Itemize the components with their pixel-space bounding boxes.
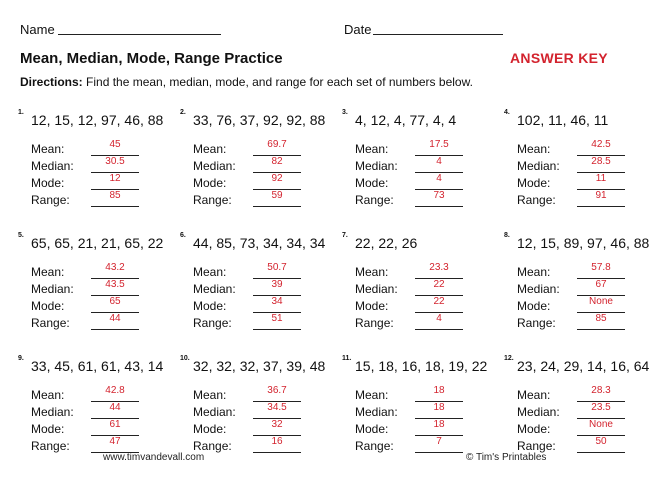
directions-text: Find the mean, median, mode, and range for each set of numbers below. xyxy=(82,75,473,89)
range-row xyxy=(517,190,656,206)
mean-row xyxy=(355,385,505,401)
median-answer: 34.5 xyxy=(267,402,287,413)
mean-label: Mean: xyxy=(517,265,551,279)
median-row xyxy=(517,156,656,172)
range-row xyxy=(193,313,343,329)
median-answer: 22 xyxy=(433,279,445,290)
range-answer: 50 xyxy=(595,436,607,447)
median-answer: 67 xyxy=(595,279,607,290)
mode-answer: 18 xyxy=(433,419,445,430)
mean-row xyxy=(193,139,343,155)
range-row xyxy=(193,436,343,452)
mode-row xyxy=(517,419,656,435)
number-set: 33, 45, 61, 61, 43, 14 xyxy=(31,358,164,374)
range-label: Range: xyxy=(355,193,394,207)
problem-number: 12. xyxy=(504,355,514,362)
range-row xyxy=(517,436,656,452)
median-answer: 44 xyxy=(109,402,121,413)
problem-5 xyxy=(18,232,178,345)
page-title: Mean, Median, Mode, Range Practice xyxy=(20,50,283,67)
median-answer: 18 xyxy=(433,402,445,413)
range-answer-line[interactable] xyxy=(253,452,301,453)
mode-answer: 22 xyxy=(433,296,445,307)
range-answer-line[interactable] xyxy=(415,329,463,330)
range-answer: 44 xyxy=(109,313,121,324)
mean-row xyxy=(355,139,505,155)
mode-row xyxy=(355,296,505,312)
number-set: 12, 15, 89, 97, 46, 88 xyxy=(517,235,650,251)
mean-answer: 69.7 xyxy=(267,139,287,150)
median-label: Median: xyxy=(193,282,236,296)
mean-label: Mean: xyxy=(355,265,389,279)
mode-row xyxy=(31,173,181,189)
range-answer-line[interactable] xyxy=(253,329,301,330)
problem-8 xyxy=(504,232,656,345)
problem-number: 11. xyxy=(342,355,352,362)
median-answer: 82 xyxy=(271,156,283,167)
number-set: 33, 76, 37, 92, 92, 88 xyxy=(193,112,326,128)
median-label: Median: xyxy=(517,282,560,296)
median-row xyxy=(31,156,181,172)
median-row xyxy=(31,402,181,418)
range-label: Range: xyxy=(31,316,70,330)
mean-label: Mean: xyxy=(193,265,227,279)
mean-answer: 36.7 xyxy=(267,385,287,396)
problem-number: 1. xyxy=(18,109,24,116)
median-label: Median: xyxy=(193,405,236,419)
footer-website: www.timvandevall.com xyxy=(103,452,205,463)
mode-row xyxy=(193,296,343,312)
range-answer-line[interactable] xyxy=(91,206,139,207)
median-row xyxy=(31,279,181,295)
range-row xyxy=(193,190,343,206)
number-set: 23, 24, 29, 14, 16, 64 xyxy=(517,358,650,374)
mean-answer: 17.5 xyxy=(429,139,449,150)
mode-row xyxy=(355,173,505,189)
median-label: Median: xyxy=(517,159,560,173)
mean-answer: 42.5 xyxy=(591,139,611,150)
problem-number: 4. xyxy=(504,109,510,116)
mean-label: Mean: xyxy=(517,142,551,156)
range-label: Range: xyxy=(193,439,232,453)
range-answer: 91 xyxy=(595,190,607,201)
median-answer: 23.5 xyxy=(591,402,611,413)
footer-copyright: © Tim's Printables xyxy=(466,452,547,463)
mode-label: Mode: xyxy=(31,422,65,436)
median-answer: 39 xyxy=(271,279,283,290)
mode-row xyxy=(193,173,343,189)
date-label: Date xyxy=(344,22,372,37)
number-set: 15, 18, 16, 18, 19, 22 xyxy=(355,358,488,374)
problem-2 xyxy=(180,109,340,222)
range-label: Range: xyxy=(193,316,232,330)
range-answer: 51 xyxy=(271,313,283,324)
median-row xyxy=(355,156,505,172)
number-set: 4, 12, 4, 77, 4, 4 xyxy=(355,112,457,128)
range-row xyxy=(31,190,181,206)
number-set: 22, 22, 26 xyxy=(355,235,418,251)
problem-4 xyxy=(504,109,656,222)
range-label: Range: xyxy=(517,316,556,330)
number-set: 12, 15, 12, 97, 46, 88 xyxy=(31,112,164,128)
mode-answer: 32 xyxy=(271,419,283,430)
name-blank-line[interactable] xyxy=(58,34,221,35)
range-answer: 85 xyxy=(595,313,607,324)
mean-label: Mean: xyxy=(355,388,389,402)
problem-number: 2. xyxy=(180,109,186,116)
mean-label: Mean: xyxy=(193,142,227,156)
mean-label: Mean: xyxy=(31,265,65,279)
problem-number: 9. xyxy=(18,355,24,362)
mean-row xyxy=(517,139,656,155)
range-answer: 59 xyxy=(271,190,283,201)
range-answer-line[interactable] xyxy=(91,329,139,330)
mean-answer: 45 xyxy=(109,139,121,150)
number-set: 44, 85, 73, 34, 34, 34 xyxy=(193,235,326,251)
mode-label: Mode: xyxy=(193,422,227,436)
number-set: 102, 11, 46, 11 xyxy=(517,112,609,128)
problem-number: 7. xyxy=(342,232,348,239)
problem-number: 6. xyxy=(180,232,186,239)
mode-row xyxy=(193,419,343,435)
mode-answer: 61 xyxy=(109,419,121,430)
mode-label: Mode: xyxy=(517,422,551,436)
mean-row xyxy=(193,385,343,401)
mean-row xyxy=(517,262,656,278)
problem-number: 8. xyxy=(504,232,510,239)
range-answer-line[interactable] xyxy=(253,206,301,207)
mode-row xyxy=(31,296,181,312)
mode-label: Mode: xyxy=(31,299,65,313)
median-label: Median: xyxy=(31,282,74,296)
problem-7 xyxy=(342,232,502,345)
range-answer-line[interactable] xyxy=(415,206,463,207)
mode-answer: 65 xyxy=(109,296,121,307)
range-answer-line[interactable] xyxy=(577,452,625,453)
range-answer: 16 xyxy=(271,436,283,447)
mean-row xyxy=(31,139,181,155)
range-answer-line[interactable] xyxy=(577,329,625,330)
range-row xyxy=(31,313,181,329)
mode-answer: 34 xyxy=(271,296,283,307)
median-row xyxy=(193,402,343,418)
problem-3 xyxy=(342,109,502,222)
mode-answer: 92 xyxy=(271,173,283,184)
median-answer: 30.5 xyxy=(105,156,125,167)
median-row xyxy=(517,279,656,295)
range-answer: 4 xyxy=(436,313,442,324)
range-answer: 7 xyxy=(436,436,442,447)
mean-answer: 28.3 xyxy=(591,385,611,396)
directions-bold: Directions: xyxy=(20,75,83,89)
mean-answer: 23.3 xyxy=(429,262,449,273)
range-answer: 85 xyxy=(109,190,121,201)
mode-row xyxy=(355,419,505,435)
median-row xyxy=(517,402,656,418)
mode-answer: 11 xyxy=(595,173,607,184)
mode-answer: None xyxy=(589,419,613,430)
mean-row xyxy=(355,262,505,278)
median-label: Median: xyxy=(355,405,398,419)
mode-label: Mode: xyxy=(193,176,227,190)
mean-row xyxy=(517,385,656,401)
median-row xyxy=(355,279,505,295)
problem-number: 3. xyxy=(342,109,348,116)
range-row xyxy=(355,190,505,206)
mean-answer: 57.8 xyxy=(591,262,611,273)
median-answer: 4 xyxy=(436,156,442,167)
mean-row xyxy=(193,262,343,278)
mean-answer: 43.2 xyxy=(105,262,125,273)
range-label: Range: xyxy=(31,193,70,207)
name-label: Name xyxy=(20,22,55,37)
range-label: Range: xyxy=(517,193,556,207)
median-label: Median: xyxy=(517,405,560,419)
mean-label: Mean: xyxy=(517,388,551,402)
mean-answer: 42.8 xyxy=(105,385,125,396)
median-row xyxy=(193,156,343,172)
median-label: Median: xyxy=(355,282,398,296)
range-answer: 73 xyxy=(433,190,445,201)
mean-row xyxy=(31,385,181,401)
mean-row xyxy=(31,262,181,278)
mode-answer: 12 xyxy=(109,173,121,184)
mean-answer: 50.7 xyxy=(267,262,287,273)
number-set: 65, 65, 21, 21, 65, 22 xyxy=(31,235,164,251)
range-label: Range: xyxy=(31,439,70,453)
median-label: Median: xyxy=(355,159,398,173)
mean-answer: 18 xyxy=(433,385,445,396)
problem-1 xyxy=(18,109,178,222)
median-answer: 43.5 xyxy=(105,279,125,290)
mode-row xyxy=(517,173,656,189)
median-row xyxy=(193,279,343,295)
median-label: Median: xyxy=(193,159,236,173)
mode-label: Mode: xyxy=(355,422,389,436)
mode-row xyxy=(517,296,656,312)
mode-label: Mode: xyxy=(355,176,389,190)
mode-label: Mode: xyxy=(517,176,551,190)
mode-answer: 4 xyxy=(436,173,442,184)
range-row xyxy=(355,436,505,452)
mode-label: Mode: xyxy=(31,176,65,190)
range-label: Range: xyxy=(355,439,394,453)
range-row xyxy=(517,313,656,329)
problem-6 xyxy=(180,232,340,345)
median-label: Median: xyxy=(31,405,74,419)
problem-number: 5. xyxy=(18,232,24,239)
range-label: Range: xyxy=(355,316,394,330)
answer-key-badge: ANSWER KEY xyxy=(510,50,608,66)
range-label: Range: xyxy=(517,439,556,453)
mode-label: Mode: xyxy=(355,299,389,313)
range-row xyxy=(31,436,181,452)
range-answer-line[interactable] xyxy=(577,206,625,207)
mean-label: Mean: xyxy=(31,388,65,402)
directions xyxy=(20,75,473,89)
range-answer-line[interactable] xyxy=(415,452,463,453)
mode-row xyxy=(31,419,181,435)
mean-label: Mean: xyxy=(31,142,65,156)
range-answer: 47 xyxy=(109,436,121,447)
median-row xyxy=(355,402,505,418)
mean-label: Mean: xyxy=(355,142,389,156)
mode-label: Mode: xyxy=(193,299,227,313)
number-set: 32, 32, 32, 37, 39, 48 xyxy=(193,358,326,374)
range-label: Range: xyxy=(193,193,232,207)
mode-label: Mode: xyxy=(517,299,551,313)
date-blank-line[interactable] xyxy=(373,34,503,35)
median-label: Median: xyxy=(31,159,74,173)
median-answer: 28.5 xyxy=(591,156,611,167)
mode-answer: None xyxy=(589,296,613,307)
problem-number: 10. xyxy=(180,355,190,362)
range-row xyxy=(355,313,505,329)
mean-label: Mean: xyxy=(193,388,227,402)
